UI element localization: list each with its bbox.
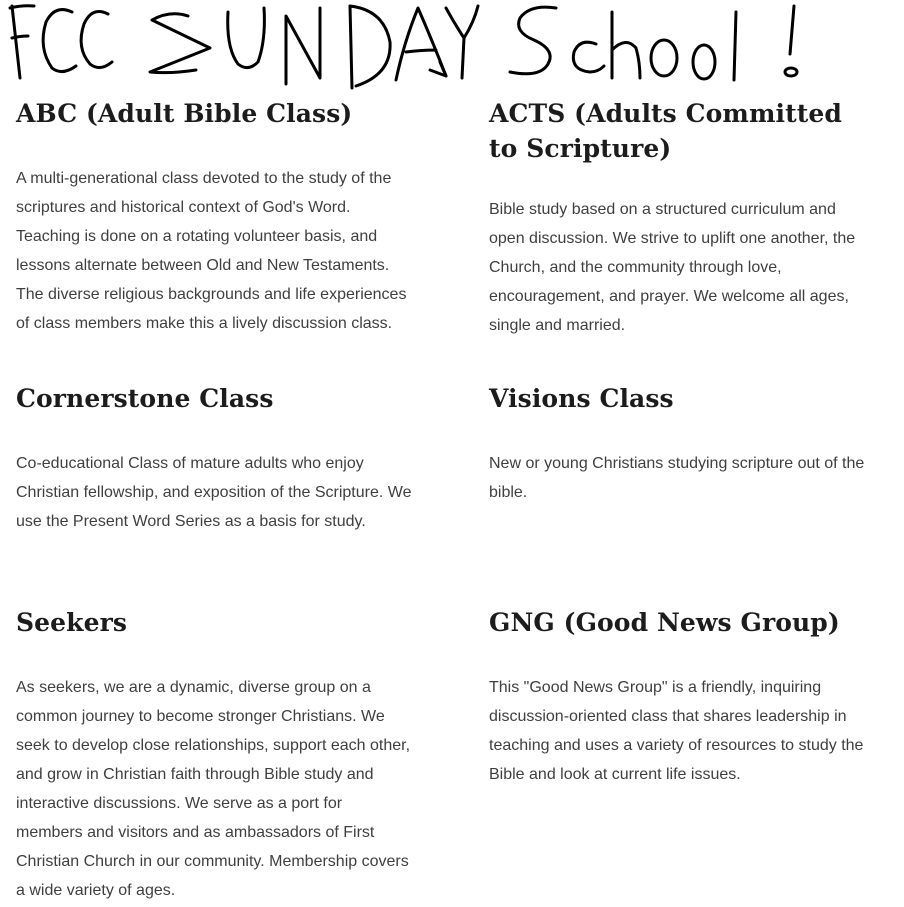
class-title: GNG (Good News Group) <box>489 608 840 637</box>
class-description: As seekers, we are a dynamic, diverse group on a common journey to become stronger Christians. We seek to develop close relationships, support each other, and grow in Christian faith through Bible study and interactive discussions. We serve as a port for members and visitors and as ambassadors of First Christian Church in our community. Membership covers a wide variety of ages. <box>16 679 411 899</box>
class-gng <box>489 605 879 789</box>
handwritten-title <box>0 0 904 95</box>
class-title: Visions Class <box>489 384 674 413</box>
class-description: Co-educational Class of mature adults who enjoy Christian fellowship, and exposition of the Scripture. We use the Present Word Series as a basis for study. <box>16 455 412 530</box>
class-description: New or young Christians studying scripture out of the bible. <box>489 455 865 501</box>
class-title: Cornerstone Class <box>16 384 274 413</box>
class-title: ABC (Adult Bible Class) <box>16 99 353 128</box>
class-visions <box>489 381 879 507</box>
class-abc <box>16 96 416 338</box>
class-description: Bible study based on a structured curriculum and open discussion. We strive to uplift one another, the Church, and the community through love, encouragement, and prayer. We welcome all ages, single and married. <box>489 201 856 334</box>
class-description: A multi-generational class devoted to the study of the scriptures and historical context of God's Word. Teaching is done on a rotating volunteer basis, and lessons alternate between Old and New Testaments. The diverse religious backgrounds and life experiences of class members make this a lively discussion class. <box>16 170 407 332</box>
class-cornerstone <box>16 381 416 536</box>
class-title: ACTS (Adults Committed to Scripture) <box>489 99 843 163</box>
class-description: This "Good News Group" is a friendly, inquiring discussion-oriented class that shares leadership in teaching and uses a variety of resources to study the Bible and look at current life issues. <box>489 679 864 783</box>
class-seekers <box>16 605 411 905</box>
class-acts <box>489 96 869 340</box>
class-title: Seekers <box>16 608 128 637</box>
handwritten-title-drawing <box>0 0 904 95</box>
